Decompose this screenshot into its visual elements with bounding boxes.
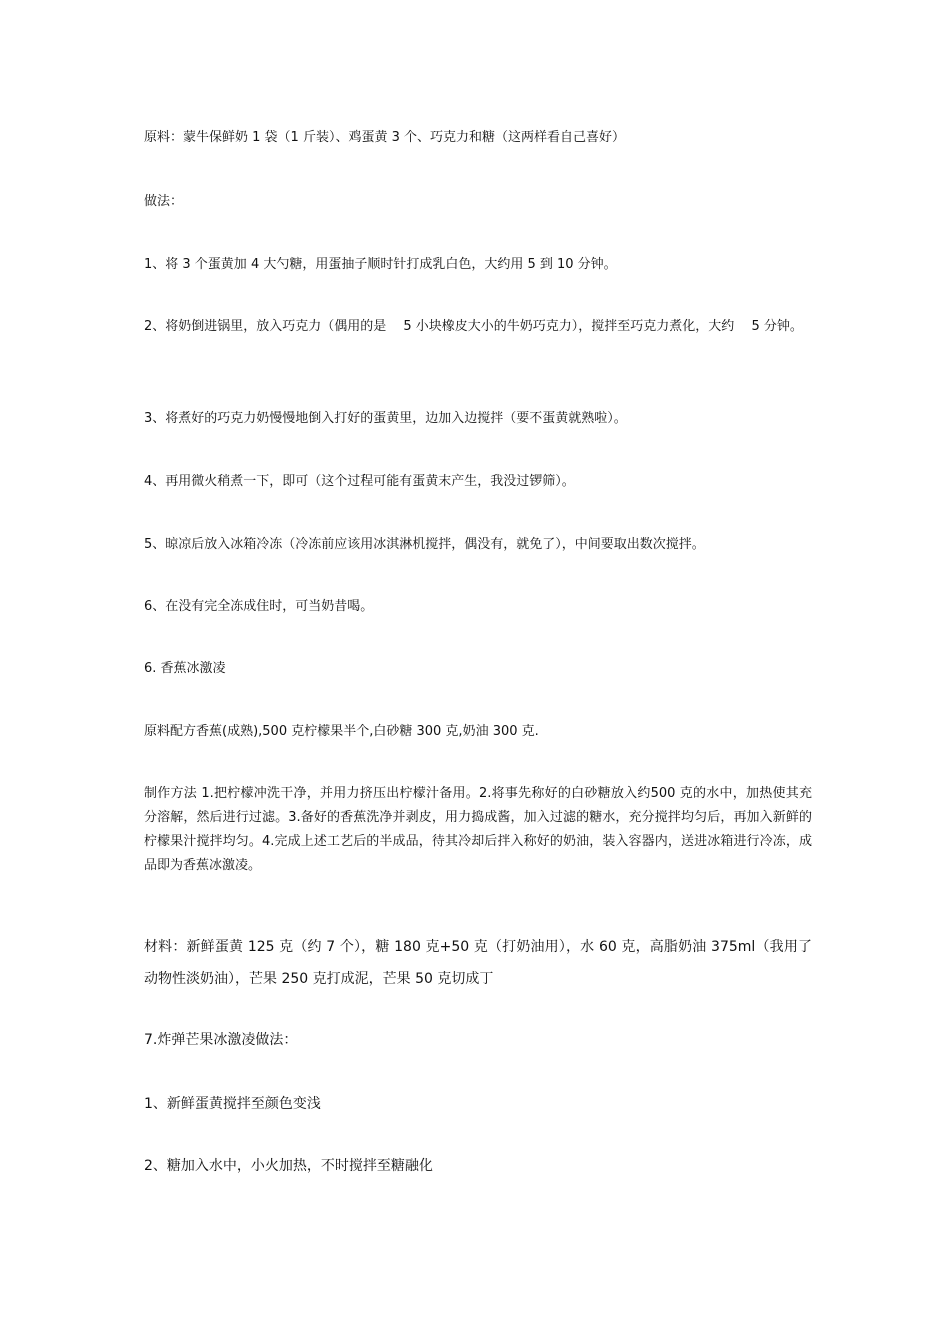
recipe1-method-heading: 做法： bbox=[144, 194, 184, 209]
recipe1-step-3: 3、将煮好的巧克力奶慢慢地倒入打好的蛋黄里，边加入边搅拌（要不蛋黄就熟啦）。 bbox=[144, 411, 627, 426]
recipe3-ingredients: 材料：新鲜蛋黄 125 克（约 7 个），糖 180 克+50 克（打奶油用），水 60 克，高脂奶油 375ml（我用了动物性淡奶油），芒果 250 克打成泥，芒果 50 克切成丁 bbox=[144, 939, 812, 987]
recipe1-step-4: 4、再用微火稍煮一下，即可（这个过程可能有蛋黄末产生，我没过锣筛）。 bbox=[144, 474, 575, 489]
recipe1-ingredients: 原料：蒙牛保鲜奶 1 袋（1 斤装）、鸡蛋黄 3 个、巧克力和糖（这两样看自己喜好） bbox=[144, 130, 625, 145]
recipe2-ingredients: 原料配方香蕉(成熟),500 克柠檬果半个,白砂糖 300 克,奶油 300 克. bbox=[144, 724, 539, 739]
recipe2-method: 制作方法 1.把柠檬冲洗干净，并用力挤压出柠檬汁备用。2.将事先称好的白砂糖放入约500 克的水中，加热使其充分溶解，然后进行过滤。3.备好的香蕉洗净并剥皮，用力捣成酱，加入过滤的糖水，充分搅拌均匀后，再加入新鲜的柠檬果汁搅拌均匀。4.完成上述工艺后的半成品，待其冷却后拌入称好的奶油，装入容器内，送进冰箱进行冷冻，成品即为香蕉冰激凌。 bbox=[144, 786, 812, 873]
recipe1-step-6: 6、在没有完全冻成住时，可当奶昔喝。 bbox=[144, 599, 374, 614]
recipe3-step-1: 1、新鲜蛋黄搅拌至颜色变浅 bbox=[144, 1096, 321, 1112]
recipe3-step-2: 2、糖加入水中，小火加热，不时搅拌至糖融化 bbox=[144, 1158, 433, 1174]
recipe3-title: 7.炸弹芒果冰激凌做法： bbox=[144, 1032, 298, 1048]
recipe1-step-2: 2、将奶倒进锅里，放入巧克力（偶用的是 5 小块橡皮大小的牛奶巧克力），搅拌至巧克力煮化，大约 5 分钟。 bbox=[144, 319, 803, 334]
recipe1-step-5: 5、晾凉后放入冰箱冷冻（冷冻前应该用冰淇淋机搅拌，偶没有，就免了），中间要取出数次搅拌。 bbox=[144, 537, 705, 552]
recipe2-title: 6. 香蕉冰激凌 bbox=[144, 661, 226, 676]
recipe1-step-1: 1、将 3 个蛋黄加 4 大勺糖，用蛋抽子顺时针打成乳白色，大约用 5 到 10 分钟。 bbox=[144, 257, 617, 272]
